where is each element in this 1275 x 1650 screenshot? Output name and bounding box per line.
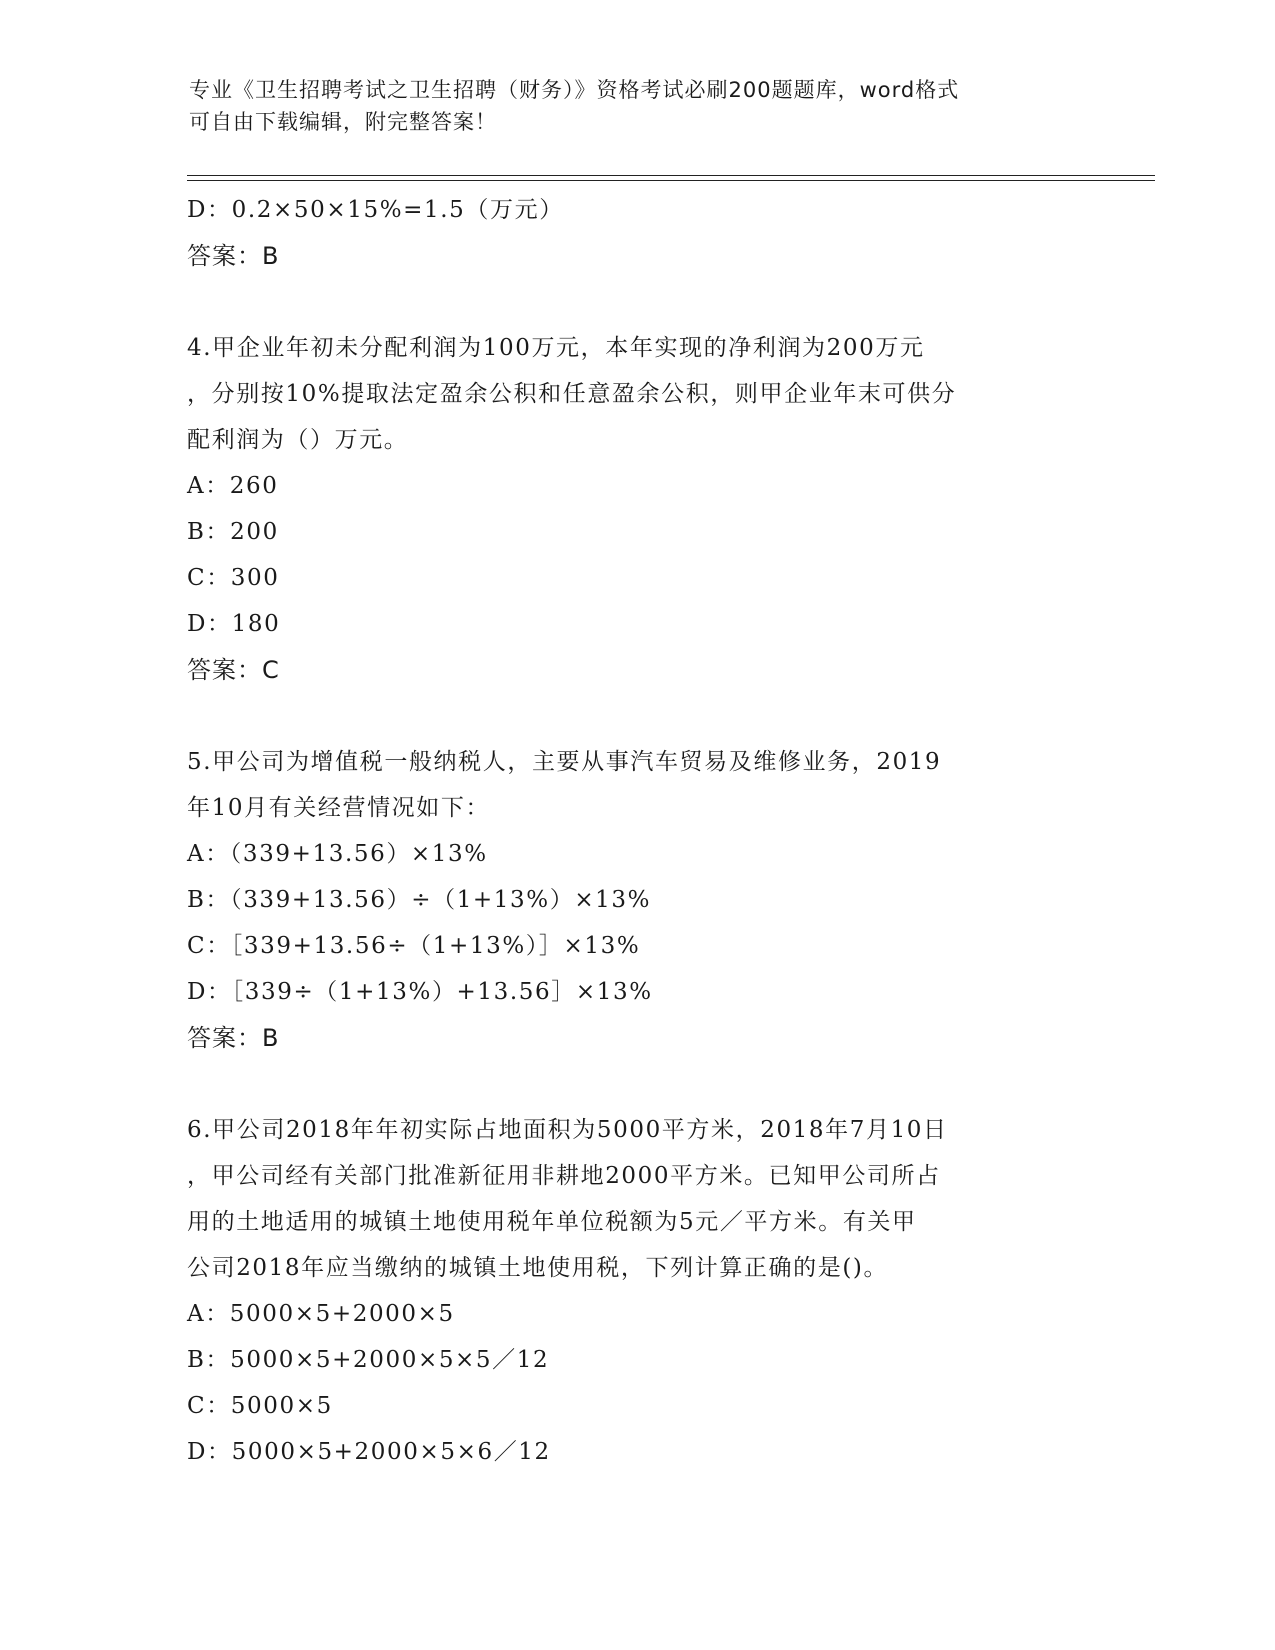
question-stem-line: 4.甲企业年初未分配利润为100万元，本年实现的净利润为200万元: [187, 335, 925, 361]
spacer: [187, 279, 1087, 325]
question-stem-line: 用的土地适用的城镇土地使用税年单位税额为5元／平方米。有关甲: [187, 1209, 917, 1235]
header-divider-top: [187, 175, 1155, 176]
option-b: B：（339+13.56）÷（1+13%）×13%: [187, 887, 652, 913]
question-4: [187, 325, 1087, 693]
option-b: B：200: [187, 519, 279, 545]
option-d: D：5000×5+2000×5×6／12: [187, 1439, 551, 1465]
answer-label: 答案：C: [187, 656, 280, 684]
question-6: [187, 1107, 1087, 1475]
header-title-line1: 专业《卫生招聘考试之卫生招聘（财务）》资格考试必刷200题题库，word格式: [189, 78, 960, 102]
question-3-tail: [187, 187, 1087, 279]
spacer: [187, 1061, 1087, 1107]
option-d: D：0.2×50×15%=1.5（万元）: [187, 197, 564, 223]
spacer: [187, 693, 1087, 739]
header-divider-bottom: [187, 180, 1155, 181]
option-a: A：5000×5+2000×5: [187, 1301, 455, 1327]
question-stem-line: 5.甲公司为增值税一般纳税人，主要从事汽车贸易及维修业务，2019: [187, 749, 942, 775]
question-5: [187, 739, 1087, 1061]
option-c: C：300: [187, 565, 280, 591]
option-c: C：［339+13.56÷（1+13%）］×13%: [187, 933, 641, 959]
question-stem-line: ，甲公司经有关部门批准新征用非耕地2000平方米。已知甲公司所占: [187, 1163, 941, 1189]
question-stem-line: ，分别按10%提取法定盈余公积和任意盈余公积，则甲企业年末可供分: [187, 381, 957, 407]
question-stem-line: 配利润为（）万元。: [187, 427, 409, 453]
option-d: D：180: [187, 611, 281, 637]
question-stem-line: 年10月有关经营情况如下：: [187, 795, 491, 821]
question-stem-line: 公司2018年应当缴纳的城镇土地使用税，下列计算正确的是()。: [187, 1255, 889, 1281]
option-d: D：［339÷（1+13%）+13.56］×13%: [187, 979, 653, 1005]
header-title-line2: 可自由下载编辑，附完整答案！: [189, 110, 497, 134]
option-c: C：5000×5: [187, 1393, 333, 1419]
answer-label: 答案：B: [187, 242, 280, 270]
document-header: [189, 74, 1089, 138]
question-content: [187, 187, 1087, 1475]
option-a: A：260: [187, 473, 279, 499]
answer-label: 答案：B: [187, 1024, 280, 1052]
question-stem-line: 6.甲公司2018年年初实际占地面积为5000平方米，2018年7月10日: [187, 1117, 948, 1143]
option-a: A：（339+13.56）×13%: [187, 841, 488, 867]
option-b: B：5000×5+2000×5×5／12: [187, 1347, 550, 1373]
